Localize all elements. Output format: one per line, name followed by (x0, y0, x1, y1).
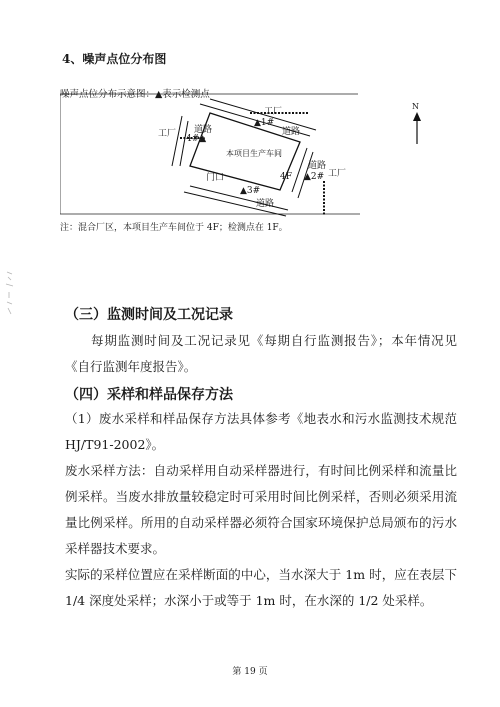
road-label-left: 道路 (194, 125, 213, 135)
diagram-caption: 噪声点位分布示意图：▲表示检测点 (60, 89, 210, 100)
section-heading: 4、噪声点位分布图 (62, 52, 167, 66)
road-label-top: 道路 (282, 127, 301, 137)
gate-label: 门口 (206, 173, 225, 183)
north-label: N (412, 102, 419, 111)
margin-scan-mark (3, 268, 17, 320)
point-2: ▲2# (304, 172, 325, 182)
page-number: 第 19 页 (232, 667, 268, 677)
section4-p3: 实际的采样位置应在采样断面的中心，当水深大于 1m 时，应在表层下 1/4 深度处采样；水深小于或等于 1m 时，在水深的 1/2 处采样。 (65, 567, 457, 608)
factory-label-left: 工厂 (158, 129, 177, 139)
floor-label: 4F (280, 172, 292, 182)
diagram-lines (60, 86, 440, 238)
factory-label-right: 工厂 (328, 169, 347, 179)
building-label: 本项目生产车间 (226, 149, 282, 158)
point-4: 4#▲ (186, 134, 207, 144)
section4-p2: 废水采样方法：自动采样用自动采样器进行，有时间比例采样和流量比例采样。当废水排放量较稳定时可采用时间比例采样，否则必须采用流量比例采样。所用的自动采样器必须符合国家环境保护总局颁布的污水采样器技术要求。 (65, 463, 457, 556)
section3-title: （三）监测时间及工况记录 (65, 307, 233, 323)
noise-point-diagram (60, 86, 440, 238)
road-label-right: 道路 (308, 161, 327, 171)
road-label-bottom: 道路 (256, 199, 275, 209)
point-3: ▲3# (240, 186, 261, 196)
section3-text: 每期监测时间及工况记录见《每期自行监测报告》；本年情况见《自行监测年度报告》。 (65, 333, 457, 374)
section4-p1: （1）废水采样和样品保存方法具体参考《地表水和污水监测技术规范 HJ/T91-2002》。 (65, 411, 457, 452)
factory-label-top: 工厂 (264, 107, 283, 117)
point-1: ▲1# (254, 118, 275, 128)
section4-title: （四）采样和样品保存方法 (65, 387, 233, 403)
diagram-note: 注：混合厂区，本项目生产车间位于 4F；检测点在 1F。 (60, 223, 288, 233)
